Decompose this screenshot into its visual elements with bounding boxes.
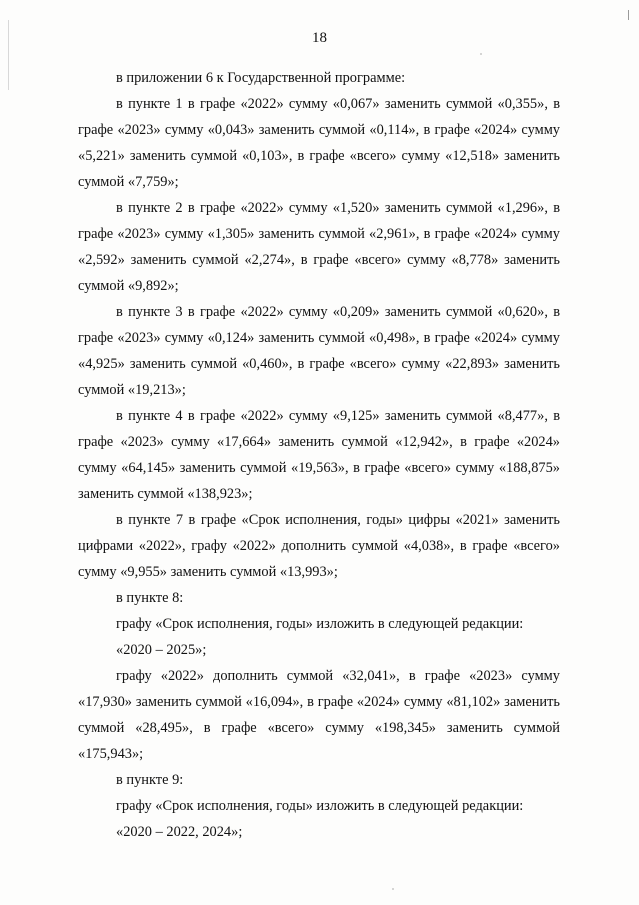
scan-speck — [480, 53, 482, 55]
paragraph-item-1: в пункте 1 в графе «2022» сумму «0,067» заменить суммой «0,355», в графе «2023» сумму «0,043» заменить суммой «0,114», в графе «2024» сумму «5,221» заменить суммой «0,103», в графе «всего» сумму «12,518» заменить суммой «7,759»; — [78, 96, 560, 190]
paragraph-item-3: в пункте 3 в графе «2022» сумму «0,209» заменить суммой «0,620», в графе «2023» сумму «0,124» заменить суммой «0,498», в графе «2024» сумму «4,925» заменить суммой «0,460», в графе «всего» сумму «22,893» заменить суммой «19,213»; — [78, 304, 560, 398]
paragraph-item-9-column: графу «Срок исполнения, годы» изложить в следующей редакции: — [116, 798, 524, 814]
paragraph-item-8-heading: в пункте 8: — [116, 590, 184, 606]
paragraph-item-8-amounts: графу «2022» дополнить суммой «32,041», в графе «2023» сумму «17,930» заменить суммой «16,094», в графе «2024» сумму «81,102» заменить суммой «28,495», в графе «всего» сумму «198,345» заменить суммой «175,943»; — [78, 668, 560, 762]
document-body — [78, 65, 560, 845]
paragraph-item-2: в пункте 2 в графе «2022» сумму «1,520» заменить суммой «1,296», в графе «2023» сумму «1,305» заменить суммой «2,961», в графе «2024» сумму «2,592» заменить суммой «2,274», в графе «всего» сумму «8,778» заменить суммой «9,892»; — [78, 200, 560, 294]
paragraph-item-7: в пункте 7 в графе «Срок исполнения, годы» цифры «2021» заменить цифрами «2022», графу «2022» дополнить суммой «4,038», в графе «всего» сумму «9,955» заменить суммой «13,993»; — [78, 512, 560, 580]
paragraph-appendix-intro: в приложении 6 к Государственной программе: — [116, 70, 406, 86]
paragraph-item-9-period: «2020 – 2022, 2024»; — [116, 824, 243, 840]
page-number: 18 — [312, 30, 327, 46]
paragraph-item-9-heading: в пункте 9: — [116, 772, 184, 788]
paragraph-item-8-period: «2020 – 2025»; — [116, 642, 207, 658]
scan-speck — [392, 888, 394, 890]
paragraph-item-8-column: графу «Срок исполнения, годы» изложить в следующей редакции: — [116, 616, 524, 632]
paragraph-item-4: в пункте 4 в графе «2022» сумму «9,125» заменить суммой «8,477», в графе «2023» сумму «17,664» заменить суммой «12,942», в графе «2024» сумму «64,145» заменить суммой «19,563», в графе «всего» сумму «188,875» заменить суммой «138,923»; — [78, 408, 560, 502]
scan-edge-mark — [628, 10, 629, 20]
